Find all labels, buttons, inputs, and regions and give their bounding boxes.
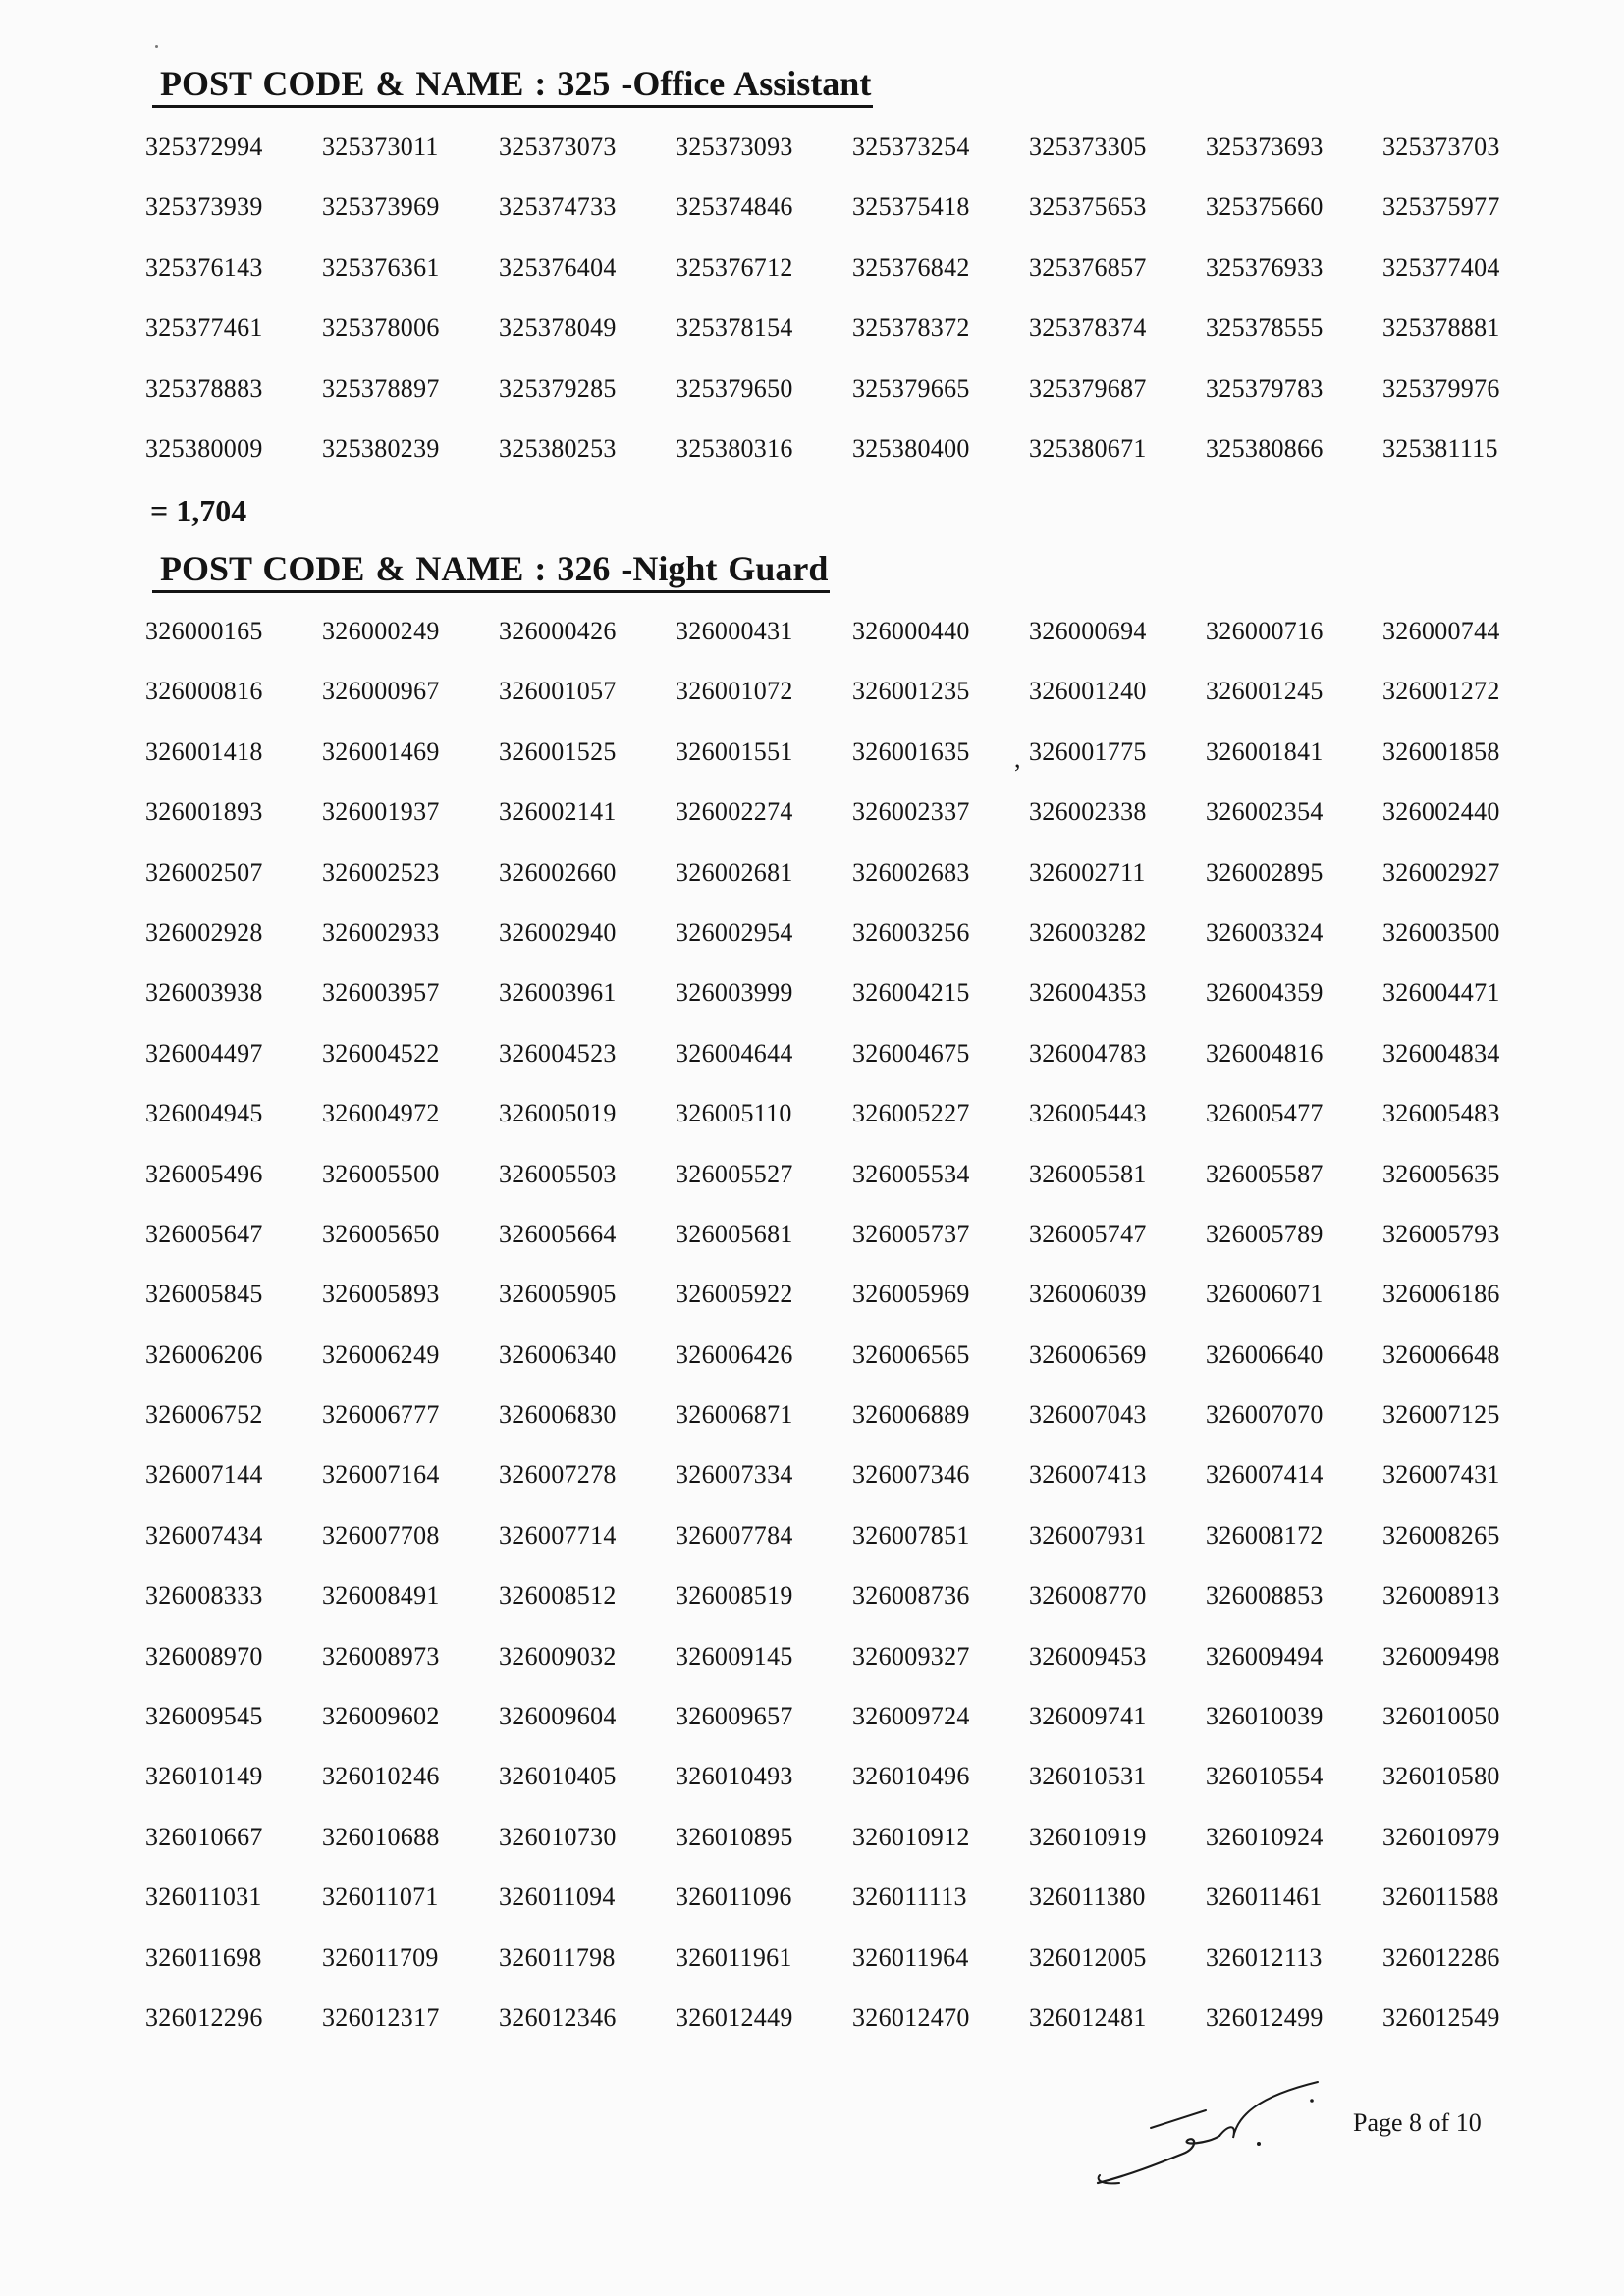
roll-number: 325378881	[1382, 313, 1500, 343]
roll-number: 326012317	[322, 2002, 440, 2032]
roll-number: 326005581	[1029, 1159, 1147, 1188]
roll-number: 326005747	[1029, 1219, 1147, 1248]
roll-number: 326004972	[322, 1099, 440, 1128]
roll-number: 326008265	[1382, 1520, 1500, 1550]
roll-number: 326000744	[1382, 617, 1500, 645]
roll-number: 326001235	[852, 677, 970, 706]
roll-number: 326007125	[1382, 1400, 1500, 1430]
roll-number: 325376857	[1029, 252, 1147, 282]
roll-number: 326001841	[1206, 737, 1324, 766]
roll-number: 326010580	[1382, 1762, 1500, 1791]
roll-number: 326003999	[676, 978, 793, 1008]
roll-number: 325380253	[499, 433, 617, 463]
roll-number: 326002711	[1029, 857, 1146, 887]
roll-number: 325380671	[1029, 433, 1147, 463]
roll-number: 326010919	[1029, 1822, 1147, 1851]
roll-number: 325378372	[852, 313, 970, 343]
roll-number: 326011961	[676, 1942, 792, 1972]
roll-row	[145, 1762, 1559, 1822]
roll-number: 326006340	[499, 1339, 617, 1369]
roll-number: 326007043	[1029, 1400, 1147, 1430]
roll-number: 326006569	[1029, 1339, 1147, 1369]
roll-number: 326006648	[1382, 1339, 1500, 1369]
roll-number: 325377461	[145, 313, 263, 343]
roll-number: 326008970	[145, 1641, 263, 1670]
roll-number: 326005500	[322, 1159, 440, 1188]
roll-number: 326005737	[852, 1219, 970, 1248]
roll-number: 326011461	[1206, 1883, 1323, 1912]
roll-number: 326005789	[1206, 1219, 1324, 1248]
roll-number: 326007414	[1206, 1460, 1324, 1490]
roll-number: 325378154	[676, 313, 793, 343]
roll-number: 326002338	[1029, 797, 1147, 827]
roll-number: 325379687	[1029, 373, 1147, 403]
roll-number: 326008172	[1206, 1520, 1324, 1550]
roll-number: 326004215	[852, 978, 970, 1008]
roll-number: 326011113	[852, 1883, 967, 1912]
roll-number: 326007851	[852, 1520, 970, 1550]
roll-number: 326006777	[322, 1400, 440, 1430]
roll-number: 326004816	[1206, 1038, 1324, 1067]
roll-number: 325374846	[676, 192, 793, 222]
roll-number: 326008973	[322, 1641, 440, 1670]
roll-number: 326006186	[1382, 1280, 1500, 1309]
roll-number: 326006640	[1206, 1339, 1324, 1369]
roll-number: 326002954	[676, 917, 793, 947]
roll-row	[145, 677, 1559, 737]
roll-number: 326002141	[499, 797, 617, 827]
roll-number: 326011588	[1382, 1883, 1499, 1912]
roll-row	[145, 978, 1559, 1038]
roll-number: 326011094	[499, 1883, 616, 1912]
roll-number: 326005503	[499, 1159, 617, 1188]
roll-number: 326005534	[852, 1159, 970, 1188]
roll-number: 325376712	[676, 252, 793, 282]
roll-number: 326009494	[1206, 1641, 1324, 1670]
roll-number: 325373254	[852, 133, 970, 161]
roll-number: 325378555	[1206, 313, 1324, 343]
roll-number: 326001072	[676, 677, 793, 706]
roll-number: 326007144	[145, 1460, 263, 1490]
roll-number: 326010149	[145, 1762, 263, 1791]
roll-number: 326008853	[1206, 1581, 1324, 1611]
roll-number: 326001272	[1382, 677, 1500, 706]
roll-number: 326009657	[676, 1702, 793, 1731]
roll-number: 326004523	[499, 1038, 617, 1067]
roll-number: 326009724	[852, 1702, 970, 1731]
roll-number: 326006752	[145, 1400, 263, 1430]
roll-number: 325375660	[1206, 192, 1324, 222]
roll-number: 326004945	[145, 1099, 263, 1128]
roll-row	[145, 738, 1559, 797]
roll-number: 326005647	[145, 1219, 263, 1248]
roll-number: 326004353	[1029, 978, 1147, 1008]
roll-number: 326003282	[1029, 917, 1147, 947]
roll-row	[145, 1220, 1559, 1280]
roll-number: 325379285	[499, 373, 617, 403]
roll-row	[145, 313, 1559, 373]
roll-number: 326001937	[322, 797, 440, 827]
roll-number: 326002683	[852, 857, 970, 887]
roll-number: 326010246	[322, 1762, 440, 1791]
stray-mark: ,	[1014, 744, 1021, 773]
roll-number: 326006889	[852, 1400, 970, 1430]
roll-number: 326000426	[499, 617, 617, 645]
roll-number: 326008333	[145, 1581, 263, 1611]
roll-number: 326004359	[1206, 978, 1324, 1008]
roll-number: 325378374	[1029, 313, 1147, 343]
roll-number: 326002940	[499, 917, 617, 947]
roll-number: 326009604	[499, 1702, 617, 1731]
roll-number: 326001057	[499, 677, 617, 706]
roll-number: 325380400	[852, 433, 970, 463]
roll-row	[145, 1099, 1559, 1159]
roll-number: 325376143	[145, 252, 263, 282]
roll-number: 326012286	[1382, 1942, 1500, 1972]
roll-row	[145, 617, 1559, 677]
roll-number: 326012549	[1382, 2002, 1500, 2032]
roll-row	[145, 133, 1559, 192]
roll-number: 326007784	[676, 1520, 793, 1550]
roll-number: 326002681	[676, 857, 793, 887]
roll-number: 326007413	[1029, 1460, 1147, 1490]
roll-number: 325378006	[322, 313, 440, 343]
roll-number: 326011798	[499, 1942, 616, 1972]
roll-number: 326010531	[1029, 1762, 1147, 1791]
roll-number: 326006871	[676, 1400, 793, 1430]
roll-row	[145, 2003, 1559, 2063]
roll-row	[145, 1642, 1559, 1702]
roll-number: 325380316	[676, 433, 793, 463]
roll-number: 325377404	[1382, 252, 1500, 282]
roll-number: 325373011	[322, 133, 439, 161]
roll-number: 326004644	[676, 1038, 793, 1067]
roll-number: 326006565	[852, 1339, 970, 1369]
roll-number: 326002928	[145, 917, 263, 947]
roll-number: 325379665	[852, 373, 970, 403]
roll-number: 326009032	[499, 1641, 617, 1670]
roll-number: 326000967	[322, 677, 440, 706]
roll-number: 326001858	[1382, 737, 1500, 766]
page-number: Page 8 of 10	[1353, 2108, 1482, 2137]
roll-number: 326002440	[1382, 797, 1500, 827]
roll-number: 325373969	[322, 192, 440, 222]
roll-number: 326009545	[145, 1702, 263, 1731]
roll-number: 326003500	[1382, 917, 1500, 947]
roll-number: 326002274	[676, 797, 793, 827]
roll-row	[145, 1823, 1559, 1883]
roll-number: 326005664	[499, 1219, 617, 1248]
roll-number: 326003324	[1206, 917, 1324, 947]
roll-number: 326010912	[852, 1822, 970, 1851]
roll-number: 326005527	[676, 1159, 793, 1188]
roll-number: 326001635	[852, 737, 970, 766]
roll-number: 326001245	[1206, 677, 1324, 706]
roll-number: 326004497	[145, 1038, 263, 1067]
roll-number: 326010050	[1382, 1702, 1500, 1731]
roll-number: 326001240	[1029, 677, 1147, 706]
roll-number: 326010496	[852, 1762, 970, 1791]
roll-number: 326012296	[145, 2002, 263, 2032]
roll-number: 326000249	[322, 617, 440, 645]
roll-number: 326009453	[1029, 1641, 1147, 1670]
roll-number: 326007164	[322, 1460, 440, 1490]
roll-row	[145, 1521, 1559, 1581]
roll-number: 326005443	[1029, 1099, 1147, 1128]
roll-number: 326003961	[499, 978, 617, 1008]
roll-number: 326006206	[145, 1339, 263, 1369]
roll-number: 326004675	[852, 1038, 970, 1067]
roll-number: 326007714	[499, 1520, 617, 1550]
roll-number: 326010924	[1206, 1822, 1324, 1851]
roll-number: 325381115	[1382, 433, 1498, 463]
roll-number: 326001775	[1029, 737, 1147, 766]
roll-number: 326007278	[499, 1460, 617, 1490]
roll-number: 326001893	[145, 797, 263, 827]
roll-number: 326010895	[676, 1822, 793, 1851]
roll-number: 326002523	[322, 857, 440, 887]
roll-number: 326005650	[322, 1219, 440, 1248]
roll-number: 326000165	[145, 617, 263, 645]
roll-number: 326006249	[322, 1339, 440, 1369]
roll-number: 326011709	[322, 1942, 439, 1972]
roll-number: 326007708	[322, 1520, 440, 1550]
roll-row	[145, 1039, 1559, 1099]
roll-number: 326006039	[1029, 1280, 1147, 1309]
roll-number: 326001418	[145, 737, 263, 766]
roll-number: 326000816	[145, 677, 263, 706]
roll-number: 325373305	[1029, 133, 1147, 161]
roll-number: 326005483	[1382, 1099, 1500, 1128]
roll-number: 326009741	[1029, 1702, 1147, 1731]
roll-number: 326006426	[676, 1339, 793, 1369]
roll-number: 326011071	[322, 1883, 439, 1912]
roll-number: 326007334	[676, 1460, 793, 1490]
roll-number: 326012499	[1206, 2002, 1324, 2032]
roll-number: 325379976	[1382, 373, 1500, 403]
roll-number: 326010667	[145, 1822, 263, 1851]
roll-number: 326008519	[676, 1581, 793, 1611]
roll-number: 326011698	[145, 1942, 262, 1972]
roll-number: 326005922	[676, 1280, 793, 1309]
roll-number: 326012005	[1029, 1942, 1147, 1972]
roll-number: 325375653	[1029, 192, 1147, 222]
roll-number: 326002507	[145, 857, 263, 887]
roll-number: 326010039	[1206, 1702, 1324, 1731]
roll-row	[145, 1702, 1559, 1762]
roll-number: 326009327	[852, 1641, 970, 1670]
roll-row	[145, 1400, 1559, 1460]
roll-number: 326007931	[1029, 1520, 1147, 1550]
roll-number: 326005019	[499, 1099, 617, 1128]
roll-number: 326007070	[1206, 1400, 1324, 1430]
roll-number: 326005587	[1206, 1159, 1324, 1188]
roll-number: 326005969	[852, 1280, 970, 1309]
roll-number: 326002933	[322, 917, 440, 947]
roll-number: 326004522	[322, 1038, 440, 1067]
roll-number: 326004834	[1382, 1038, 1500, 1067]
signature-image	[1090, 2077, 1326, 2185]
roll-number: 326002337	[852, 797, 970, 827]
roll-number: 325373093	[676, 133, 793, 161]
roll-number: 326005496	[145, 1159, 263, 1188]
roll-row	[145, 1460, 1559, 1520]
roll-number: 326005905	[499, 1280, 617, 1309]
roll-number: 326010405	[499, 1762, 617, 1791]
roll-number: 326009602	[322, 1702, 440, 1731]
section-heading-326: POST CODE & NAME : 326 -Night Guard	[152, 547, 830, 593]
roll-number: 326010979	[1382, 1822, 1500, 1851]
roll-number: 326002354	[1206, 797, 1324, 827]
roll-number: 326012470	[852, 2002, 970, 2032]
roll-row	[145, 434, 1559, 494]
roll-number: 326005845	[145, 1280, 263, 1309]
roll-number: 326000694	[1029, 617, 1147, 645]
roll-number: 325378897	[322, 373, 440, 403]
roll-number: 326006830	[499, 1400, 617, 1430]
roll-number: 326010730	[499, 1822, 617, 1851]
roll-number: 326003957	[322, 978, 440, 1008]
roll-row	[145, 918, 1559, 978]
roll-number: 325378883	[145, 373, 263, 403]
roll-row	[145, 253, 1559, 313]
roll-row	[145, 1340, 1559, 1400]
roll-number: 326010554	[1206, 1762, 1324, 1791]
roll-number: 326001469	[322, 737, 440, 766]
roll-number: 325379783	[1206, 373, 1324, 403]
roll-number: 325375418	[852, 192, 970, 222]
roll-number: 325376933	[1206, 252, 1324, 282]
roll-number: 326009145	[676, 1641, 793, 1670]
roll-number: 326005477	[1206, 1099, 1324, 1128]
roll-row	[145, 1943, 1559, 2003]
roll-number: 326011964	[852, 1942, 969, 1972]
roll-number: 325376404	[499, 252, 617, 282]
roll-number: 326012113	[1206, 1942, 1323, 1972]
roll-grid-326	[145, 617, 1559, 2063]
roll-number: 326012449	[676, 2002, 793, 2032]
roll-row	[145, 1280, 1559, 1339]
roll-number: 326006071	[1206, 1280, 1324, 1309]
roll-number: 326003938	[145, 978, 263, 1008]
roll-number: 325380866	[1206, 433, 1324, 463]
roll-number: 325380239	[322, 433, 440, 463]
roll-grid-325	[145, 133, 1559, 494]
roll-number: 326002660	[499, 857, 617, 887]
roll-number: 326011031	[145, 1883, 262, 1912]
roll-number: 326001551	[676, 737, 793, 766]
roll-number: 326010493	[676, 1762, 793, 1791]
roll-number: 325374733	[499, 192, 617, 222]
roll-number: 326011380	[1029, 1883, 1146, 1912]
section-heading-325: POST CODE & NAME : 325 -Office Assistant	[152, 62, 873, 108]
roll-row	[145, 374, 1559, 434]
roll-number: 326008770	[1029, 1581, 1147, 1611]
roll-number: 325376842	[852, 252, 970, 282]
roll-number: 326009498	[1382, 1641, 1500, 1670]
roll-number: 326008736	[852, 1581, 970, 1611]
roll-number: 326005635	[1382, 1159, 1500, 1188]
roll-number: 326012481	[1029, 2002, 1147, 2032]
roll-number: 326005681	[676, 1219, 793, 1248]
scan-speck	[155, 45, 158, 48]
roll-number: 326008913	[1382, 1581, 1500, 1611]
roll-number: 326005893	[322, 1280, 440, 1309]
roll-number: 326008512	[499, 1581, 617, 1611]
roll-number: 326001525	[499, 737, 617, 766]
roll-number: 326000431	[676, 617, 793, 645]
roll-number: 326005227	[852, 1099, 970, 1128]
roll-number: 326002927	[1382, 857, 1500, 887]
roll-number: 326010688	[322, 1822, 440, 1851]
roll-number: 326005110	[676, 1099, 792, 1128]
roll-number: 326011096	[676, 1883, 792, 1912]
roll-row	[145, 192, 1559, 252]
section-total-325: = 1,704	[150, 493, 247, 528]
roll-number: 326004471	[1382, 978, 1500, 1008]
roll-number: 326003256	[852, 917, 970, 947]
roll-row	[145, 1581, 1559, 1641]
roll-number: 325378049	[499, 313, 617, 343]
roll-number: 325373939	[145, 192, 263, 222]
roll-row	[145, 1160, 1559, 1220]
roll-number: 325373703	[1382, 133, 1500, 161]
roll-number: 325373073	[499, 133, 617, 161]
roll-number: 325376361	[322, 252, 440, 282]
roll-number: 325375977	[1382, 192, 1500, 222]
roll-number: 325380009	[145, 433, 263, 463]
roll-number: 325373693	[1206, 133, 1324, 161]
roll-number: 325372994	[145, 133, 263, 161]
roll-number: 326002895	[1206, 857, 1324, 887]
roll-number: 326007434	[145, 1520, 263, 1550]
roll-number: 326004783	[1029, 1038, 1147, 1067]
roll-row	[145, 1883, 1559, 1942]
roll-number: 326008491	[322, 1581, 440, 1611]
roll-number: 326000716	[1206, 617, 1324, 645]
roll-number: 326007346	[852, 1460, 970, 1490]
roll-row	[145, 797, 1559, 857]
roll-number: 326005793	[1382, 1219, 1500, 1248]
roll-number: 326007431	[1382, 1460, 1500, 1490]
roll-number: 325379650	[676, 373, 793, 403]
roll-number: 326000440	[852, 617, 970, 645]
roll-number: 326012346	[499, 2002, 617, 2032]
roll-row	[145, 858, 1559, 918]
